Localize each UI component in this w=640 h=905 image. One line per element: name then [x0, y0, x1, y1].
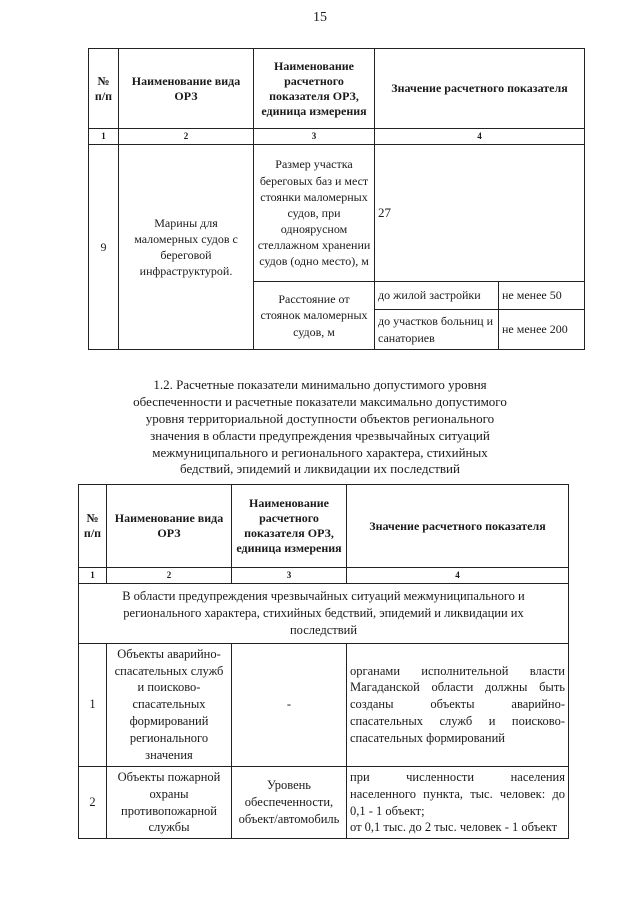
row-value-line2: от 0,1 тыс. до 2 тыс. человек - 1 объект [350, 820, 558, 835]
row-value [347, 766, 569, 839]
header-name: Наименование вида ОРЗ [107, 485, 232, 568]
header-indicator: Наименование расчетного показателя ОРЗ, единица измерения [254, 49, 375, 129]
row-name: Марины для маломерных судов с береговой инфраструктурой. [119, 145, 254, 350]
row-value-size: 27 [375, 145, 585, 282]
colnum-3: 3 [232, 568, 347, 584]
row-indicator: - [232, 643, 347, 766]
table-emergency [78, 484, 569, 839]
header-indicator: Наименование расчетного показателя ОРЗ, единица измерения [232, 485, 347, 568]
row-num: 1 [79, 643, 107, 766]
row-indicator-size: Размер участка береговых баз и мест стоянки маломерных судов, при одноярусном стеллажном хранении судов (одно место), м [254, 145, 375, 282]
header-name: Наименование вида ОРЗ [119, 49, 254, 129]
sub-label-residential: до жилой застройки [375, 282, 499, 310]
table-marinas [88, 48, 585, 350]
colnum-1: 1 [89, 129, 119, 145]
header-value: Значение расчетного показателя [375, 49, 585, 129]
row-num: 9 [89, 145, 119, 350]
row-indicator-distance: Расстояние от стоянок маломерных судов, м [254, 282, 375, 350]
header-num: № п/п [89, 49, 119, 129]
row-value-line1: при численности населения населенного пункта, тыс. человек: до 0,1 - 1 объект; [350, 769, 565, 818]
colnum-1: 1 [79, 568, 107, 584]
colnum-2: 2 [119, 129, 254, 145]
row-value: органами исполнительной власти Магаданской области должны быть созданы объекты аварийно-спасательных служб и поисково-спасательных формирований [347, 643, 569, 766]
sub-value-residential: не менее 50 [499, 282, 585, 310]
section-row: В области предупреждения чрезвычайных ситуаций межмуниципального и регионального характера, стихийных бедствий, эпидемий и ликвидации их последствий [79, 584, 569, 644]
sub-value-hospitals: не менее 200 [499, 310, 585, 350]
header-value: Значение расчетного показателя [347, 485, 569, 568]
header-num: № п/п [79, 485, 107, 568]
row-indicator: Уровень обеспеченности, объект/автомобиль [232, 766, 347, 839]
row-name: Объекты аварийно-спасательных служб и поисково-спасательных формирований регионального значения [107, 643, 232, 766]
section-title: 1.2. Расчетные показатели минимально допустимого уровня обеспеченности и расчетные показатели максимально допустимого уровня территориальной доступности объектов регионального значения в области предупреждения чрезвычайных ситуаций межмуниципального и регионального характера, стихийных бедствий, эпидемий и ликвидации их последствий [133, 377, 507, 477]
colnum-2: 2 [107, 568, 232, 584]
sub-label-hospitals: до участков больниц и санаториев [375, 310, 499, 350]
page-number: 15 [313, 10, 327, 25]
colnum-3: 3 [254, 129, 375, 145]
colnum-4: 4 [347, 568, 569, 584]
colnum-4: 4 [375, 129, 585, 145]
row-num: 2 [79, 766, 107, 839]
row-name: Объекты пожарной охраны противопожарной службы [107, 766, 232, 839]
